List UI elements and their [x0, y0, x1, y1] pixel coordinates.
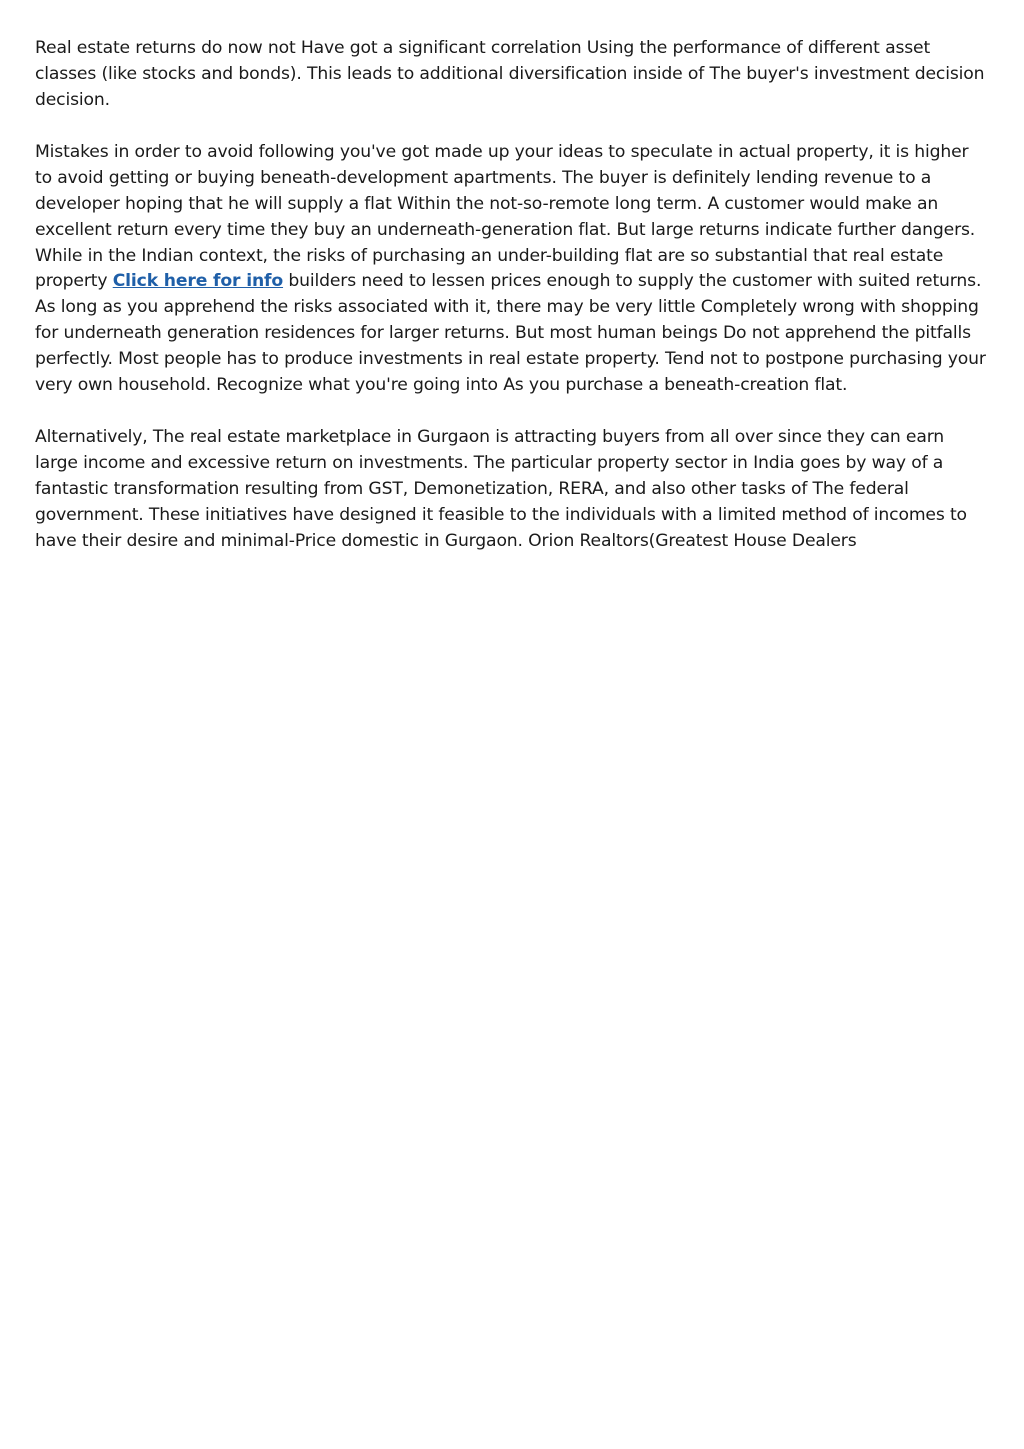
- paragraph-gurgaon-market: Alternatively, The real estate marketplace in Gurgaon is attracting buyers from all over since they can earn large income and excessive return on investments. The particular property sector in India goes by way of a fantastic transformation resulting from GST, Demonetization, RERA, and also other tasks of The federal government. These initiatives have designed it feasible to the individuals with a limited method of incomes to have their desire and minimal-Price domestic in Gurgaon. Orion Realtors(Greatest House Dealers: [35, 427, 967, 551]
- paragraph-text-after-link: builders need to lessen prices enough to supply the customer with suited returns. As long as you apprehend the risks associated with it, there may be very little Completely wrong with shopping for underneath generation residences for larger returns. But most human beings Do not apprehend the pitfalls perfectly. Most people has to produce investments in real estate property. Tend not to postpone purchasing your very own household. Recognize what you're going into As you purchase a beneath-creation flat.: [35, 271, 986, 395]
- document-page: [35, 36, 987, 581]
- paragraph-text-before-link: Mistakes in order to avoid following you've got made up your ideas to speculate in actual property, it is higher to avoid getting or buying beneath-development apartments. The buyer is definitely lending revenue to a developer hoping that he will supply a flat Within the not-so-remote long term. A customer would make an excellent return every time they buy an underneath-generation flat. But large returns indicate further dangers. While in the Indian context, the risks of purchasing an under-building flat are so substantial that real estate property: [35, 142, 976, 292]
- click-here-for-info-link[interactable]: Click here for info: [112, 271, 284, 292]
- paragraph-under-construction-risks: [35, 140, 987, 398]
- paragraph-diversification: Real estate returns do now not Have got a significant correlation Using the performance of different asset classes (like stocks and bonds). This leads to additional diversification inside of The buyer's investment decision decision.: [35, 38, 985, 110]
